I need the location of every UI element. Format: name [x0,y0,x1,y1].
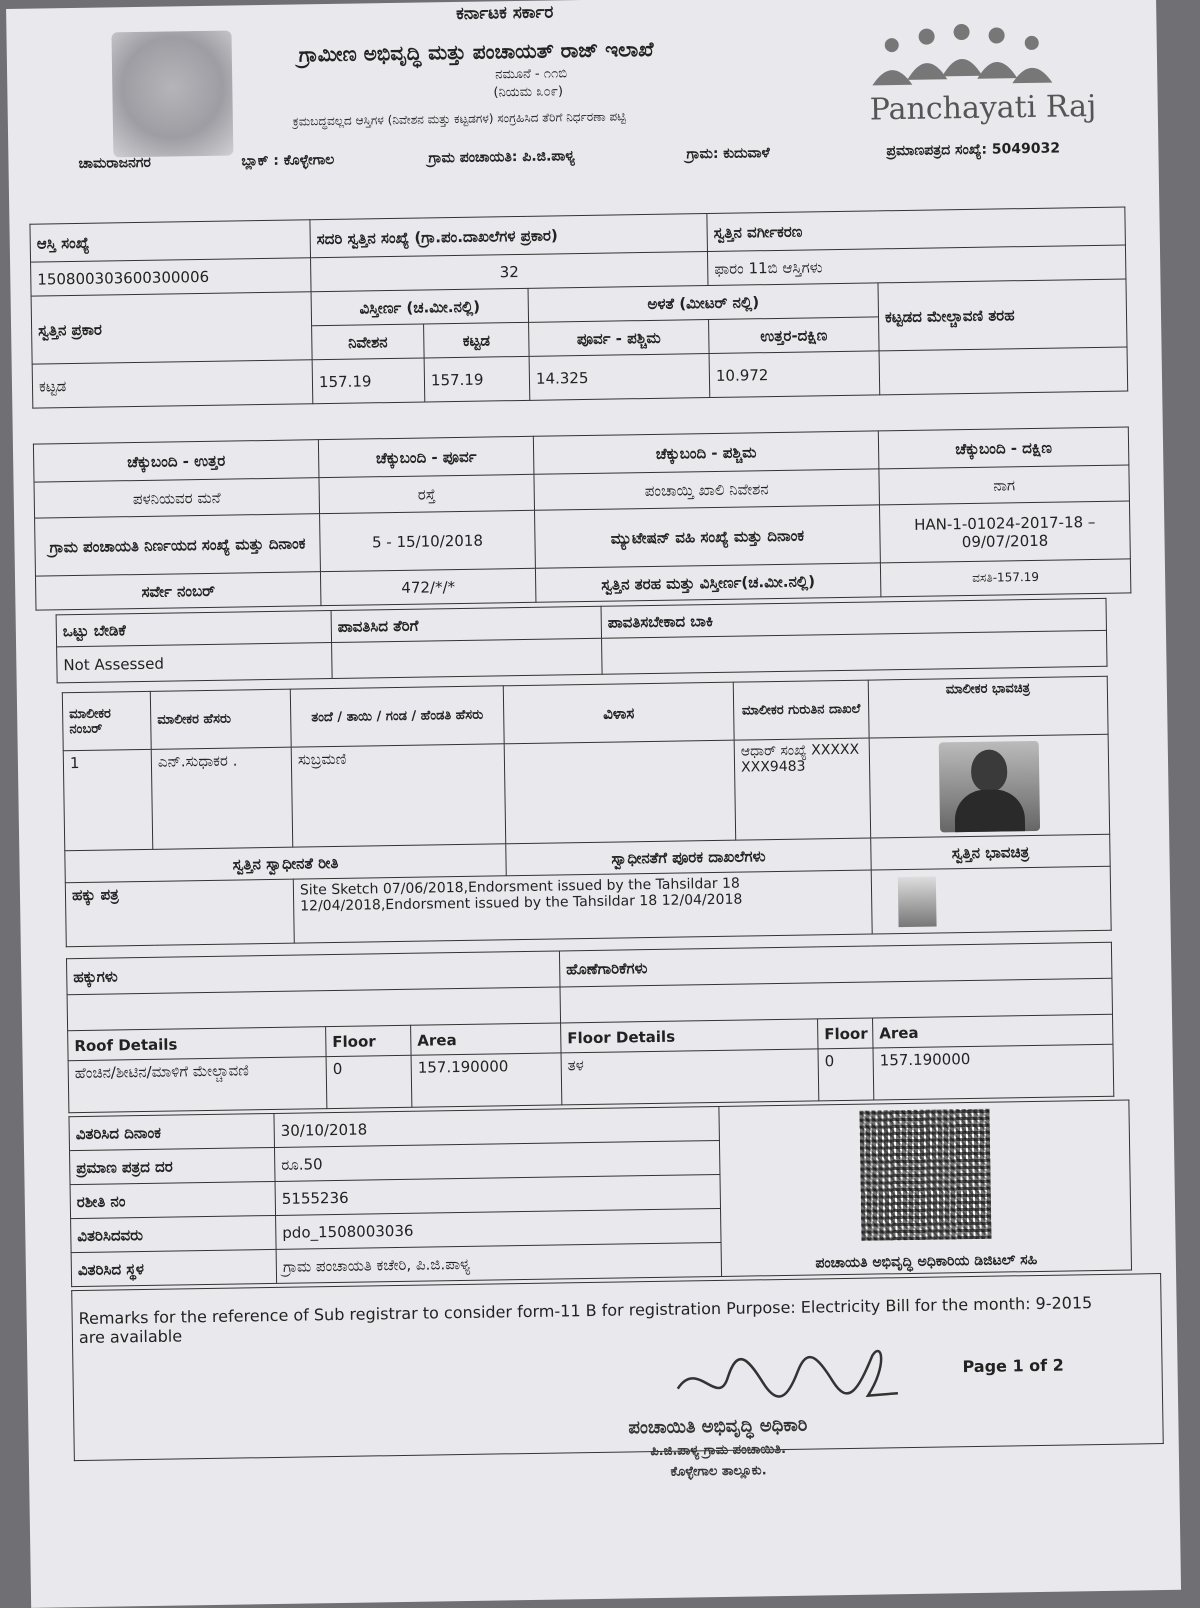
acquisition-mode-value: ಹಕ್ಕು ಪತ್ರ [65,879,294,947]
id-document-label: ಮಾಲೀಕರ ಗುರುತಿನ ದಾಖಲೆ [733,680,869,740]
digital-signature-label: ಪಂಚಾಯತಿ ಅಭಿವೃದ್ಧಿ ಅಧಿಕಾರಿಯ ಡಿಜಿಟಲ್ ಸಹಿ [815,1251,1038,1272]
area-building-label: ಕಟ್ಟಡ [424,322,530,358]
tax-table [56,598,1108,683]
certificate-number: ಪ್ರಮಾಣಪತ್ರದ ಸಂಖ್ಯೆ: 5049032 [886,140,1061,160]
page-number: Page 1 of 2 [962,1355,1064,1377]
address-label: ವಿಳಾಸ [503,682,734,744]
local-number-label: ಸದರಿ ಸ್ವತ್ತಿನ ಸಂಖ್ಯೆ (ಗ್ರಾ.ಪಂ.ದಾಖಲೆಗಳ ಪ್ರಕಾರ) [310,214,708,258]
gram-panchayat-name: ಗ್ರಾಮ ಪಂಚಾಯತಿ: ಪಿ.ಜಿ.ಪಾಳ್ಯ [428,148,575,167]
decision-value: 5 - 15/10/2018 [320,510,536,571]
mutation-label: ಮ್ಯುಟೇಷನ್ ವಹಿ ಸಂಖ್ಯೆ ಮತ್ತು ದಿನಾಂಕ [535,505,881,568]
dimension-label: ಅಳತೆ (ಮೀಟರ್ ನಲ್ಲಿ) [528,283,878,322]
property-type-value: ಕಟ್ಟಡ [32,360,313,408]
issue-date-label: ವಿತರಿಸಿದ ದಿನಾಂಕ [69,1113,275,1150]
east-boundary-value: ರಸ್ತೆ [319,474,535,513]
floor-floor-label: Floor [818,1018,873,1049]
survey-number-label: ಸರ್ವೇ ನಂಬರ್ [35,572,320,610]
acquisition-docs-value: Site Sketch 07/06/2018,Endorsment issued by the Tahsildar 18 12/04/2018,Endorsment issued by the Tahsildar 18 12/04/2018 [293,870,872,943]
rights-table [66,942,1114,1113]
district-name: ಚಾಮರಾಜನಗರ [78,154,151,172]
roof-type-value [879,347,1128,395]
id-document-value: ಆಧಾರ್ ಸಂಖ್ಯೆ XXXXXXXX9483 [734,738,871,840]
owner-table [62,676,1112,947]
east-west-value: 14.325 [529,354,710,401]
acquisition-docs-label: ಸ್ವಾಧೀನತೆಗೆ ಪೂರಕ ದಾಖಲೆಗಳು [506,838,871,876]
owner-number-value: 1 [63,749,153,850]
tax-due-label: ಪಾವತಿಸಬೇಕಾದ ಬಾಕಿ [601,598,1106,638]
parent-name-value: ಸುಬ್ರಮಣಿ [291,744,506,847]
qr-code-icon [859,1109,991,1241]
issue-place-value: ಗ್ರಾಮ ಪಂಚಾಯತಿ ಕಚೇರಿ, ಪಿ.ಜಿ.ಪಾಳ್ಯ [276,1242,721,1283]
property-kind-label: ಸ್ವತ್ತಿನ ತರಹ ಮತ್ತು ವಿಸ್ತೀರ್ಣ(ಚ.ಮೀ.ನಲ್ಲಿ) [535,563,880,602]
stamp-line-1: ಪಂಚಾಯಿತಿ ಅಭಿವೃದ್ಧಿ ಅಧಿಕಾರಿ [628,1414,808,1439]
classification-value: ಫಾರಂ 11ಬಿ ಆಸ್ತಿಗಳು [707,245,1125,286]
owner-name-value: ಎನ್.ಸುಧಾಕರ . [151,747,293,849]
department-title: ಗ್ರಾಮೀಣ ಅಭಿವೃದ್ಧಿ ಮತ್ತು ಪಂಚಾಯತ್ ರಾಜ್ ಇಲಾಖೆ [298,36,654,67]
fee-label: ಪ್ರಮಾಣ ಪತ್ರದ ದರ [70,1147,276,1184]
property-id-value: 150800303600300006 [31,258,311,296]
block-name: ಬ್ಲಾಕ್ : ಕೊಳ್ಳೇಗಾಲ [241,151,335,170]
property-id-label: ಆಸ್ತಿ ಸಂಖ್ಯೆ [30,220,311,262]
roof-type-label: ಕಟ್ಟಡದ ಮೇಲ್ಚಾವಣಿ ತರಹ [878,279,1127,351]
total-demand-value: Not Assessed [57,642,333,682]
survey-number-value: 472/*/* [320,568,536,605]
issue-place-label: ವಿತರಿಸಿದ ಸ್ಥಳ [71,1249,277,1286]
roof-type-detail: ಹೆಂಚಿನ/ಶೀಟಿನ/ಮಾಳಿಗೆ ಮೇಲ್ಚಾವಣಿ [68,1057,327,1113]
roof-floor-value: 0 [326,1055,412,1108]
area-site-label: ನಿವೇಶನ [312,324,425,360]
roof-area-value: 157.190000 [411,1053,562,1107]
tax-due-value [602,630,1108,674]
property-photo [898,876,937,927]
owner-number-label: ಮಾಲೀಕರ ನಂಬರ್ [62,691,151,750]
boundaries-table [33,426,1131,610]
fee-value: ರೂ.50 [274,1140,719,1181]
property-photo-cell [871,866,1111,934]
stamp-line-2: ಪಿ.ಜಿ.ಪಾಳ್ಯ ಗ್ರಾಮ ಪಂಚಾಯಿತಿ. [650,1441,787,1460]
tax-paid-value [332,638,603,678]
document-subtitle: ಕ್ರಮಬದ್ಧವಲ್ಲದ ಆಸ್ತಿಗಳ (ನಿವೇಶನ ಮತ್ತು ಕಟ್ಟಡಗಳ) ಸಂಗ್ರಹಿಸಿದ ತೆರಿಗೆ ನಿರ್ಧರಣಾ ಪಟ್ಟಿ [292,109,626,129]
acquisition-mode-label: ಸ್ವತ್ತಿನ ಸ್ವಾಧೀನತೆ ರೀತಿ [65,844,506,883]
decision-label: ಗ್ರಾಮ ಪಂಚಾಯತಿ ನಿರ್ಣಯದ ಸಂಖ್ಯೆ ಮತ್ತು ದಿನಾಂಕ [35,514,321,576]
government-seal-emblem [111,30,233,157]
property-kind-value: ವಸತಿ-157.19 [880,559,1131,597]
parent-name-label: ತಂದೆ / ತಾಯಿ / ಗಂಡ / ಹೆಂಡತಿ ಹೆಸರು [290,686,504,747]
owner-name-label: ಮಾಲೀಕರ ಹೆಸರು [150,689,291,749]
north-boundary-label: ಚೆಕ್ಕುಬಂದಿ - ಉತ್ತರ [33,440,319,482]
panchayati-raj-logo-text: Panchayati Raj [869,88,1097,128]
remarks-text: Remarks for the reference of Sub registrar to consider form-11 B for registration Purpose: Electricity Bill for the month: 9-2015 are available [72,1274,1164,1461]
west-boundary-label: ಚೆಕ್ಕುಬಂದಿ - ಪಶ್ಚಿಮ [533,431,879,474]
liabilities-label: ಹೊಣೆಗಾರಿಕೆಗಳು [559,942,1112,987]
area-label: ವಿಸ್ತೀರ್ಣ (ಚ.ಮೀ.ನಲ್ಲಿ) [311,288,529,325]
document-page [6,0,1181,1608]
floor-floor-value: 0 [818,1048,874,1101]
property-type-label: ಸ್ವತ್ತಿನ ಪ್ರಕಾರ [31,292,312,364]
roof-floor-label: Floor [326,1025,411,1056]
mutation-value: HAN-1-01024-2017-18 – 09/07/2018 [879,501,1130,563]
north-south-value: 10.972 [709,351,880,398]
north-south-label: ಉತ್ತರ-ದಕ್ಷಿಣ [709,317,880,354]
floor-area-value: 157.190000 [873,1044,1114,1100]
stamp-line-3: ಕೊಳ್ಳೇಗಾಲ ತಾಲ್ಲೂಕು. [670,1463,767,1480]
floor-area-label: Area [873,1014,1113,1048]
qr-signature-cell [719,1100,1132,1276]
address-value [504,740,736,844]
west-boundary-value: ಪಂಚಾಯ್ತಿ ಖಾಲಿ ನಿವೇಶನ [534,469,880,510]
village-name: ಗ್ರಾಮ: ಕುದುವಾಳೆ [686,145,770,163]
property-details-table [29,206,1128,408]
handwritten-signature-icon [667,1335,908,1419]
tax-paid-label: ಪಾವತಿಸಿದ ತೆರಿಗೆ [331,606,601,642]
east-west-label: ಪೂರ್ವ - ಪಶ್ಚಿಮ [529,320,710,357]
south-boundary-value: ನಾಗ [879,465,1130,505]
issued-by-label: ವಿತರಿಸಿದವರು [71,1215,277,1252]
property-photo-label: ಸ್ವತ್ತಿನ ಭಾವಚಿತ್ರ [871,834,1110,870]
roof-details-title: Roof Details [68,1027,326,1061]
total-demand-label: ಒಟ್ಟು ಬೇಡಿಕೆ [56,611,331,647]
area-building-value: 157.19 [424,356,530,402]
issued-by-value: pdo_1508003036 [276,1208,721,1249]
classification-label: ಸ್ವತ್ತಿನ ವರ್ಗೀಕರಣ [707,207,1126,252]
floor-type-detail: ತಳ [561,1049,819,1105]
area-site-value: 157.19 [312,358,425,404]
floor-details-title: Floor Details [561,1019,818,1053]
east-boundary-label: ಚೆಕ್ಕುಬಂದಿ - ಪೂರ್ವ [318,436,534,477]
south-boundary-label: ಚೆಕ್ಕುಬಂದಿ - ದಕ್ಷಿಣ [878,427,1129,469]
receipt-value: 5155236 [275,1174,720,1215]
official-stamp [628,1415,808,1487]
government-title: ಕರ್ನಾಟಕ ಸರ್ಕಾರ [456,2,554,24]
receipt-label: ರಶೀತಿ ನಂ [70,1181,276,1218]
owner-photo-cell [869,734,1110,838]
issue-table [68,1100,1132,1288]
rule-number: (ನಿಯಮ ೩೦೯) [493,84,564,101]
owner-photo [939,740,1040,832]
local-number-value: 32 [311,252,708,292]
rights-label: ಹಕ್ಕುಗಳು [66,951,560,995]
owner-photo-label: ಮಾಲೀಕರ ಭಾವಚಿತ್ರ [868,676,1108,738]
issue-date-value: 30/10/2018 [274,1106,719,1147]
north-boundary-value: ಪಳನಿಯವರ ಮನೆ [34,478,320,518]
form-number: ನಮೂನೆ - ೧೧ಬಿ [495,66,568,83]
roof-area-label: Area [411,1023,561,1055]
